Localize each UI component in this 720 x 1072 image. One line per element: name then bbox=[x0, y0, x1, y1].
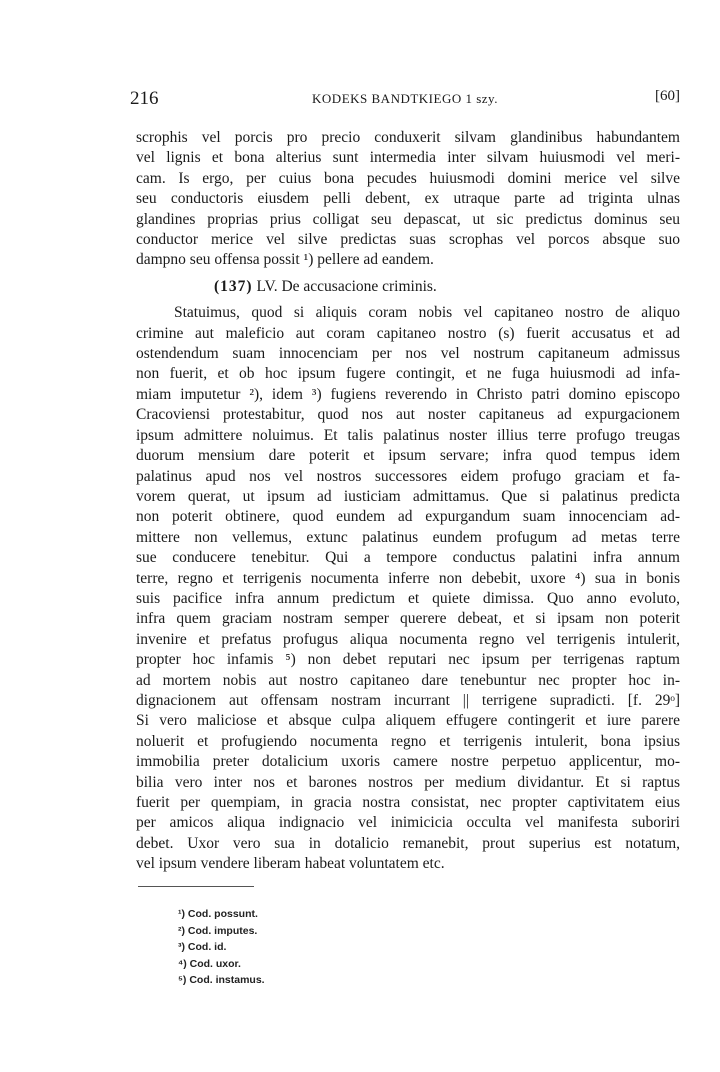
section-number: (137) bbox=[214, 277, 253, 295]
text-line: Si vero maliciose et absque culpa aliquem effugere contingerit et iure parere bbox=[136, 712, 680, 730]
text-line: duorum mensium dare poterit et ipsum servare; infra quod tempus idem bbox=[136, 447, 680, 465]
page-number: 216 bbox=[130, 88, 159, 109]
footnote: ⁵) Cod. instamus. bbox=[178, 974, 265, 986]
text-line: propter hoc infamis ⁵) non debet reputari nec ipsum per terrigenas raptum bbox=[136, 651, 680, 669]
text-line: crimine aut maleficio aut coram capitaneo nostro (s) fuerit accusatus et ad bbox=[136, 324, 680, 342]
text-line: vel lignis et bona alterius sunt intermedia inter silvam huiusmodi vel meri- bbox=[136, 149, 680, 167]
text-line: Cracoviensi protestabitur, quod nos aut noster capitaneus ad expurgacionem bbox=[136, 406, 680, 424]
text-line: conductor merice vel silve predictas suas scrophas vel porcos absque suo bbox=[136, 231, 680, 249]
text-line: scrophis vel porcis pro precio conduxerit silvam glandinibus habundantem bbox=[136, 129, 680, 146]
text-line: dampno seu offensa possit ¹) pellere ad eandem. bbox=[136, 251, 434, 269]
text-line: bilia vero inter nos et barones nostros per medium dividantur. Et si raptus bbox=[136, 773, 680, 791]
running-title: KODEKS BANDTKIEGO 1 szy. bbox=[312, 91, 498, 106]
folio-marker: [60] bbox=[655, 88, 680, 104]
text-line: Statuimus, quod si aliquis coram nobis vel capitaneo nostro de aliquo bbox=[174, 304, 680, 322]
text-line: noluerit et profugiendo nocumenta regno et terrigenis intulerit, bona ipsius bbox=[136, 732, 680, 750]
text-line: glandines proprias prius colligat seu depascat, ut sic predictus dominus seu bbox=[136, 210, 680, 228]
text-line: infra quem graciam nostram semper querere debeat, et si ipsam non poterit bbox=[136, 610, 680, 628]
main-text bbox=[136, 128, 680, 875]
text-line: palatinus apud nos vel nostros successores eidem profugo graciam et fa- bbox=[136, 467, 680, 485]
footnote: ⁴) Cod. uxor. bbox=[178, 957, 241, 970]
text-line: vel ipsum vendere liberam habeat voluntatem etc. bbox=[136, 855, 445, 873]
text-line: immobilia preter dotalicium uxoris camere nostre perpetuo applicentur, mo- bbox=[136, 753, 680, 771]
text-line: debet. Uxor vero sua in dotalicio remanebit, prout superius est notatum, bbox=[136, 834, 680, 852]
text-line: ipsum admittere noluimus. Et talis palatinus noster illius terre profugo treugas bbox=[136, 426, 680, 444]
text-line: seu conductoris eiusdem pelli debent, ex utraque parte ad triginta ulnas bbox=[136, 190, 680, 208]
text-line: per amicos aliqua indignacio vel inimicicia occulta vel manifesta suboriri bbox=[136, 814, 680, 832]
text-line: non poterit obtinere, quod eundem ad expurgandum suam innocenciam ad- bbox=[136, 508, 680, 526]
footnote: ²) Cod. imputes. bbox=[178, 924, 258, 937]
footnote: ³) Cod. id. bbox=[178, 941, 227, 953]
section-heading bbox=[136, 277, 680, 297]
footnote: ¹) Cod. possunt. bbox=[178, 908, 258, 920]
text-line: ostendendum suam innocenciam per nos vel nostrum capitaneum admissus bbox=[136, 345, 680, 363]
text-line: vorem querat, ut ipsum ad iusticiam admittamus. Que si palatinus predicta bbox=[136, 487, 680, 505]
text-line: mittere non vellemus, extunc palatinus eundem profugum ad metas terre bbox=[136, 528, 680, 546]
text-line: cam. Is ergo, per cuius bona pecudes huiusmodi domini merice vel silve bbox=[136, 169, 680, 187]
page-header bbox=[130, 88, 680, 112]
paragraph-statute bbox=[136, 303, 680, 874]
text-line: fuerit per quempiam, in gracia nostra consistat, nec propter captivitatem eius bbox=[136, 794, 680, 811]
text-line: sue conducere tenebitur. Qui a tempore conductus palatini infra annum bbox=[136, 549, 680, 567]
footnotes bbox=[178, 906, 265, 989]
section-title: LV. De accusacione criminis. bbox=[256, 277, 437, 295]
text-line: terre, regno et terrigenis nocumenta inferre non debebit, uxore ⁴) sua in bonis bbox=[136, 569, 680, 587]
text-line: miam imputetur ²), idem ³) fugiens reverendo in Christo patri domino episcopo bbox=[136, 385, 680, 403]
text-line: ad mortem nobis aut nostro capitaneo dare tenebuntur nec propter hoc in- bbox=[136, 671, 680, 689]
paragraph-continued bbox=[136, 128, 680, 271]
text-line: non fuerit, et ob hoc ipsum fugere contingit, et ne fuga huiusmodi ad infa- bbox=[136, 365, 680, 383]
footnote-separator bbox=[138, 886, 254, 887]
text-line: invenire et prefatus profugus aliqua nocumenta regno vel terrigenis intulerit, bbox=[136, 630, 680, 648]
text-line: suis pacifice infra annum predictum et quiete dimissa. Quo anno evoluto, bbox=[136, 589, 680, 607]
text-line: dignacionem aut offensam nostram incurrant || terrigene supradicti. [f. 29ᵒ] bbox=[136, 691, 680, 709]
